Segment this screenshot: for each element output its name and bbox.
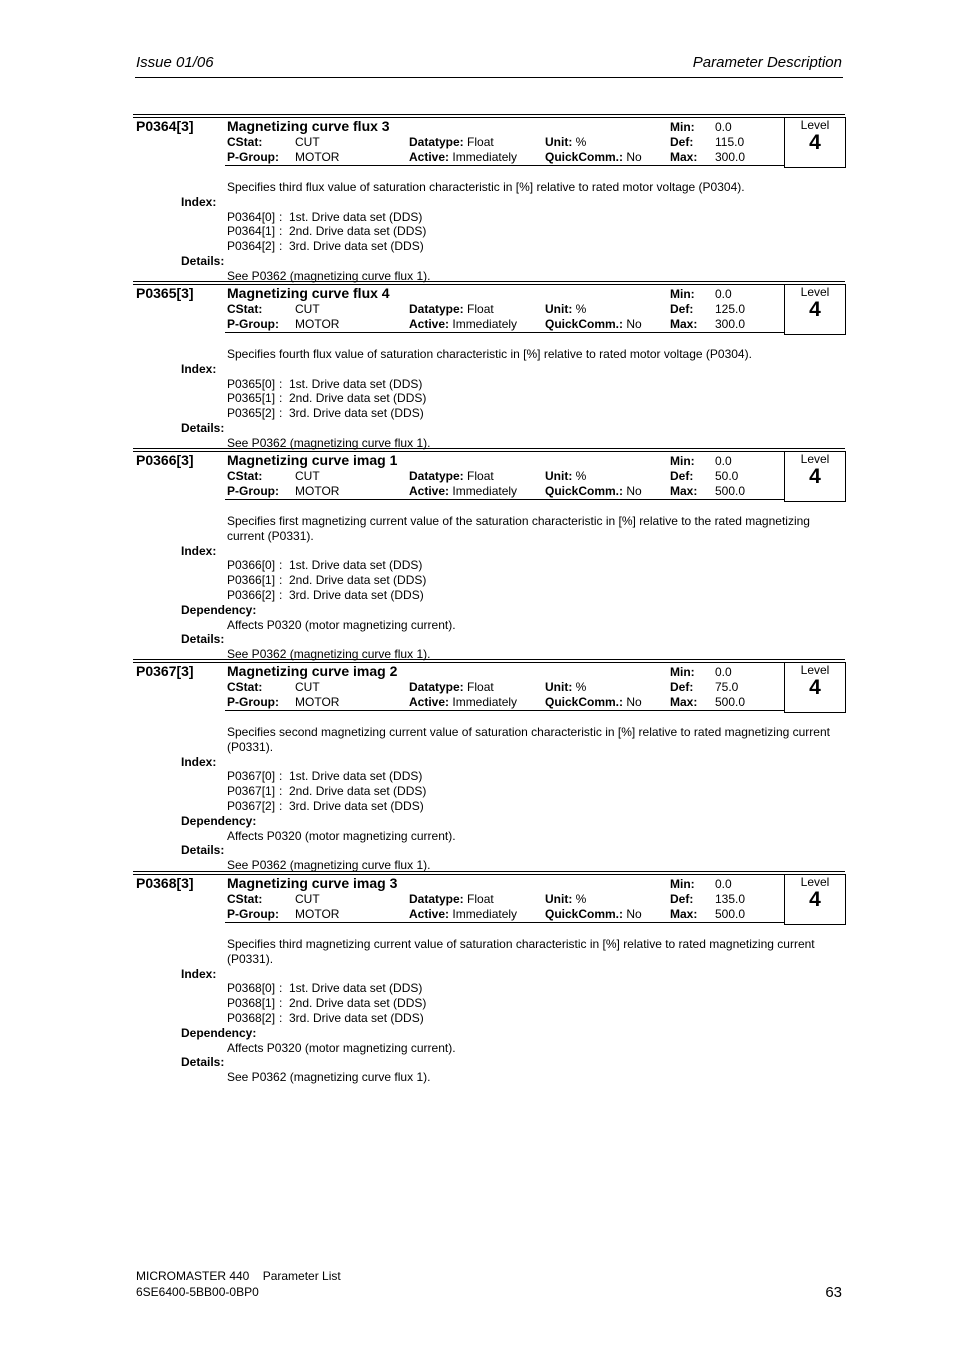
- parameter-id: P0367[3]: [136, 663, 194, 679]
- index-label: Index:: [181, 754, 217, 769]
- pgroup-value: MOTOR: [295, 484, 340, 498]
- parameter-body: [133, 937, 845, 1085]
- min-value: 0.0: [715, 665, 732, 679]
- parameter-block: [133, 114, 845, 284]
- quickcomm-field: QuickComm.: No: [545, 150, 642, 164]
- pgroup-label: P-Group:: [227, 695, 279, 709]
- parameter-block: [133, 871, 845, 1085]
- index-entry: P0365[1] : 2nd. Drive data set (DDS): [227, 391, 427, 406]
- parameter-title: Magnetizing curve imag 2: [227, 663, 398, 679]
- parameter-title: Magnetizing curve imag 3: [227, 875, 398, 891]
- min-label: Min:: [670, 120, 695, 134]
- access-level-box: [784, 662, 846, 713]
- cstat-value: CUT: [295, 302, 320, 316]
- max-label: Max:: [670, 150, 698, 164]
- parameter-block: [133, 281, 845, 451]
- page-number: 63: [825, 1284, 842, 1301]
- details-label: Details:: [181, 1055, 225, 1070]
- datatype-field: Datatype: Float: [409, 469, 494, 483]
- parameter-id: P0366[3]: [136, 452, 194, 468]
- details-text: See P0362 (magnetizing curve flux 1).: [227, 647, 431, 662]
- parameter-title: Magnetizing curve imag 1: [227, 452, 398, 468]
- min-label: Min:: [670, 454, 695, 468]
- access-level-box: [784, 284, 846, 335]
- def-label: Def:: [670, 892, 694, 906]
- active-field: Active: Immediately: [409, 484, 518, 498]
- level-label: Level: [800, 285, 830, 299]
- footer-product-line: [136, 1269, 341, 1283]
- pgroup-value: MOTOR: [295, 150, 340, 164]
- details-text: See P0362 (magnetizing curve flux 1).: [227, 435, 431, 450]
- max-label: Max:: [670, 317, 698, 331]
- max-value: 500.0: [715, 907, 746, 921]
- datatype-field: Datatype: Float: [409, 135, 494, 149]
- cstat-value: CUT: [295, 135, 320, 149]
- index-entry: P0365[0] : 1st. Drive data set (DDS): [227, 376, 423, 391]
- parameter-id: P0368[3]: [136, 875, 194, 891]
- details-label: Details:: [181, 632, 225, 647]
- unit-field: Unit: %: [545, 892, 587, 906]
- header-underline: [225, 499, 785, 500]
- index-entry: P0367[2] : 3rd. Drive data set (DDS): [227, 798, 424, 813]
- index-entry: P0366[2] : 3rd. Drive data set (DDS): [227, 587, 424, 602]
- index-entry: P0364[2] : 3rd. Drive data set (DDS): [227, 239, 424, 254]
- access-level-box: [784, 874, 846, 925]
- min-label: Min:: [670, 287, 695, 301]
- parameter-description: Specifies third flux value of saturation characteristic in [%] relative to rated motor voltage (P0304).: [227, 180, 745, 194]
- quickcomm-field: QuickComm.: No: [545, 695, 642, 709]
- max-value: 500.0: [715, 484, 746, 498]
- details-label: Details:: [181, 253, 225, 268]
- parameter-id: P0364[3]: [136, 118, 194, 134]
- pgroup-value: MOTOR: [295, 907, 340, 921]
- parameter-description: Specifies first magnetizing current value of the saturation characteristic in [%] relative to the rated magnetizing current (P0331).: [227, 514, 810, 543]
- def-value: 115.0: [715, 135, 745, 149]
- parameter-id: P0365[3]: [136, 285, 194, 301]
- pgroup-label: P-Group:: [227, 484, 279, 498]
- index-label: Index:: [181, 543, 217, 558]
- dependency-label: Dependency:: [181, 813, 257, 828]
- unit-field: Unit: %: [545, 302, 587, 316]
- cstat-label: CStat:: [227, 469, 263, 483]
- parameter-body: [133, 347, 845, 451]
- index-entry: P0368[1] : 2nd. Drive data set (DDS): [227, 996, 427, 1011]
- index-label: Index:: [181, 361, 217, 376]
- details-text: See P0362 (magnetizing curve flux 1).: [227, 268, 431, 283]
- level-value: 4: [809, 465, 821, 488]
- pgroup-label: P-Group:: [227, 317, 279, 331]
- parameter-header: [133, 663, 845, 713]
- parameter-body: [133, 514, 845, 662]
- index-entry: P0368[2] : 3rd. Drive data set (DDS): [227, 1010, 424, 1025]
- def-value: 135.0: [715, 892, 746, 906]
- parameter-description: Specifies fourth flux value of saturation characteristic in [%] relative to rated motor voltage (P0304).: [227, 347, 752, 361]
- cstat-label: CStat:: [227, 135, 263, 149]
- index-entry: P0366[0] : 1st. Drive data set (DDS): [227, 558, 423, 573]
- index-entry: P0368[0] : 1st. Drive data set (DDS): [227, 981, 423, 996]
- pgroup-value: MOTOR: [295, 317, 340, 331]
- def-label: Def:: [670, 135, 694, 149]
- min-label: Min:: [670, 665, 695, 679]
- level-value: 4: [809, 676, 821, 699]
- dependency-text: Affects P0320 (motor magnetizing current).: [227, 828, 456, 843]
- footer-doc: Parameter List: [262, 1269, 341, 1283]
- datatype-field: Datatype: Float: [409, 302, 494, 316]
- dependency-text: Affects P0320 (motor magnetizing current).: [227, 1040, 456, 1055]
- cstat-value: CUT: [295, 892, 320, 906]
- level-value: 4: [809, 131, 821, 154]
- index-entry: P0367[0] : 1st. Drive data set (DDS): [227, 769, 423, 784]
- header-underline: [225, 710, 785, 711]
- min-value: 0.0: [715, 120, 732, 134]
- access-level-box: [784, 117, 846, 168]
- level-value: 4: [809, 298, 821, 321]
- index-entry: P0364[0] : 1st. Drive data set (DDS): [227, 209, 423, 224]
- datatype-field: Datatype: Float: [409, 680, 494, 694]
- level-label: Level: [800, 118, 830, 132]
- index-entry: P0367[1] : 2nd. Drive data set (DDS): [227, 784, 427, 799]
- datatype-field: Datatype: Float: [409, 892, 494, 906]
- parameter-header: [133, 452, 845, 502]
- details-text: See P0362 (magnetizing curve flux 1).: [227, 858, 431, 873]
- def-value: 75.0: [715, 680, 739, 694]
- index-entry: P0365[2] : 3rd. Drive data set (DDS): [227, 406, 424, 421]
- active-field: Active: Immediately: [409, 695, 518, 709]
- index-label: Index:: [181, 966, 217, 981]
- footer-order-number: 6SE6400-5BB00-0BP0: [136, 1285, 259, 1299]
- max-value: 300.0: [715, 150, 746, 164]
- unit-field: Unit: %: [545, 135, 587, 149]
- level-value: 4: [809, 888, 821, 911]
- parameter-title: Magnetizing curve flux 4: [227, 285, 390, 301]
- active-field: Active: Immediately: [409, 150, 518, 164]
- cstat-value: CUT: [295, 469, 320, 483]
- dependency-label: Dependency:: [181, 602, 257, 617]
- header-underline: [225, 165, 785, 166]
- level-label: Level: [800, 875, 830, 889]
- cstat-label: CStat:: [227, 680, 263, 694]
- index-label: Index:: [181, 194, 217, 209]
- quickcomm-field: QuickComm.: No: [545, 907, 642, 921]
- parameter-block: [133, 659, 845, 873]
- index-entry: P0364[1] : 2nd. Drive data set (DDS): [227, 224, 427, 239]
- active-field: Active: Immediately: [409, 317, 518, 331]
- def-label: Def:: [670, 469, 694, 483]
- cstat-value: CUT: [295, 680, 320, 694]
- max-value: 500.0: [715, 695, 746, 709]
- parameter-title: Magnetizing curve flux 3: [227, 118, 390, 134]
- parameter-header: [133, 875, 845, 925]
- level-label: Level: [800, 663, 830, 677]
- def-label: Def:: [670, 302, 694, 316]
- min-value: 0.0: [715, 454, 732, 468]
- quickcomm-field: QuickComm.: No: [545, 317, 642, 331]
- footer-product: MICROMASTER 440: [136, 1269, 250, 1283]
- details-label: Details:: [181, 420, 225, 435]
- header-underline: [225, 922, 785, 923]
- active-field: Active: Immediately: [409, 907, 518, 921]
- parameter-header: [133, 285, 845, 335]
- level-label: Level: [800, 452, 830, 466]
- details-label: Details:: [181, 843, 225, 858]
- parameter-header: [133, 118, 845, 168]
- access-level-box: [784, 451, 846, 502]
- min-value: 0.0: [715, 877, 732, 891]
- max-label: Max:: [670, 695, 698, 709]
- cstat-label: CStat:: [227, 302, 263, 316]
- dependency-label: Dependency:: [181, 1025, 257, 1040]
- pgroup-value: MOTOR: [295, 695, 340, 709]
- parameter-description: Specifies second magnetizing current value of saturation characteristic in [%] relative to rated magnetizing current (P0331).: [227, 725, 830, 754]
- parameter-body: [133, 180, 845, 284]
- min-label: Min:: [670, 877, 695, 891]
- max-value: 300.0: [715, 317, 746, 331]
- header-issue: Issue 01/06: [136, 54, 214, 71]
- parameter-body: [133, 725, 845, 873]
- unit-field: Unit: %: [545, 680, 587, 694]
- parameter-block: [133, 448, 845, 662]
- pgroup-label: P-Group:: [227, 907, 279, 921]
- details-text: See P0362 (magnetizing curve flux 1).: [227, 1070, 431, 1085]
- def-value: 50.0: [715, 469, 739, 483]
- def-value: 125.0: [715, 302, 746, 316]
- parameter-description: Specifies third magnetizing current value of saturation characteristic in [%] relative to rated magnetizing current (P0331).: [227, 937, 815, 966]
- index-entry: P0366[1] : 2nd. Drive data set (DDS): [227, 573, 427, 588]
- max-label: Max:: [670, 484, 698, 498]
- dependency-text: Affects P0320 (motor magnetizing current).: [227, 617, 456, 632]
- header-section-title: Parameter Description: [692, 54, 842, 71]
- header-underline: [225, 332, 785, 333]
- unit-field: Unit: %: [545, 469, 587, 483]
- def-label: Def:: [670, 680, 694, 694]
- max-label: Max:: [670, 907, 698, 921]
- cstat-label: CStat:: [227, 892, 263, 906]
- quickcomm-field: QuickComm.: No: [545, 484, 642, 498]
- pgroup-label: P-Group:: [227, 150, 279, 164]
- min-value: 0.0: [715, 287, 732, 301]
- header-rule: [135, 77, 843, 78]
